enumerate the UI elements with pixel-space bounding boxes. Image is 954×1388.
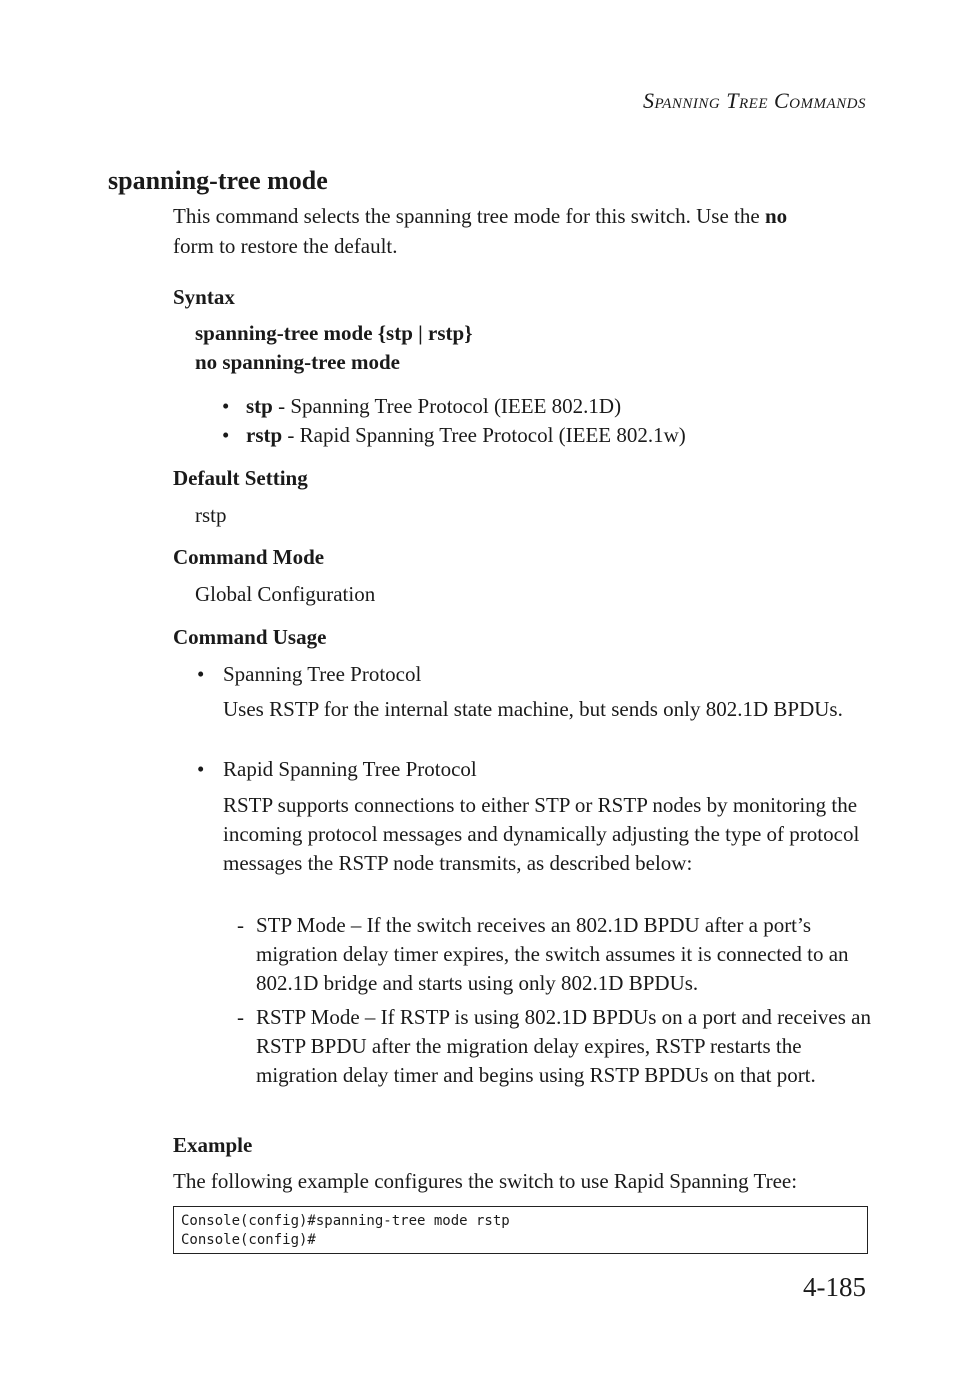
usage-item-rstp	[197, 757, 477, 782]
usage-subitem-text: RSTP Mode – If RSTP is using 802.1D BPDUs on a port and receives an RSTP BPDU after the migration delay expires, RSTP restarts the migration delay timer and begins using RSTP BPDUs on that port.	[256, 1005, 871, 1087]
bullet-icon: •	[222, 423, 230, 447]
param-keyword: stp	[246, 394, 273, 418]
usage-item-title: Rapid Spanning Tree Protocol	[223, 757, 477, 781]
section-title: spanning-tree mode	[108, 166, 328, 195]
intro-paragraph	[173, 201, 873, 261]
code-block	[173, 1206, 868, 1254]
syntax-line-1: spanning-tree mode {stp | rstp}	[195, 321, 473, 345]
default-setting-heading: Default Setting	[173, 466, 308, 490]
running-header: Spanning Tree Commands	[643, 88, 866, 113]
usage-subitem-rstp-mode	[237, 1003, 877, 1090]
command-usage-heading: Command Usage	[173, 625, 327, 649]
usage-item-text: Uses RSTP for the internal state machine, but sends only 802.1D BPDUs.	[223, 697, 843, 721]
param-description: - Spanning Tree Protocol (IEEE 802.1D)	[272, 394, 622, 418]
usage-subitem-text: STP Mode – If the switch receives an 802.1D BPDU after a port’s migration delay timer expires, the switch assumes it is connected to an 802.1D bridge and starts using only 802.1D BPDUs.	[256, 913, 849, 995]
param-item-stp	[222, 394, 621, 419]
command-mode-value: Global Configuration	[195, 582, 376, 606]
syntax-heading: Syntax	[173, 285, 235, 309]
param-keyword: rstp	[246, 423, 283, 447]
usage-item-text: RSTP supports connections to either STP or RSTP nodes by monitoring the incoming protocol messages and dynamically adjusting the type of protocol messages the RSTP node transmits, as described below:	[223, 793, 860, 875]
bullet-icon: •	[222, 394, 230, 418]
command-mode-heading: Command Mode	[173, 545, 325, 569]
usage-item-title: Spanning Tree Protocol	[223, 662, 422, 686]
intro-text-after: form to restore the default.	[173, 234, 398, 258]
dash-marker: -	[237, 913, 244, 937]
param-item-rstp	[222, 423, 686, 448]
example-description: The following example configures the switch to use Rapid Spanning Tree:	[173, 1169, 798, 1193]
intro-keyword: no	[764, 204, 788, 228]
usage-item-stp	[197, 662, 421, 687]
dash-marker: -	[237, 1005, 244, 1029]
usage-subitem-stp-mode	[237, 911, 877, 998]
default-setting-value: rstp	[195, 503, 227, 527]
code-line: Console(config)#	[181, 1232, 316, 1248]
code-line: Console(config)#spanning-tree mode rstp	[181, 1213, 510, 1229]
bullet-icon: •	[197, 662, 205, 686]
syntax-line-2: no spanning-tree mode	[195, 350, 400, 374]
example-heading: Example	[173, 1133, 253, 1157]
param-description: - Rapid Spanning Tree Protocol (IEEE 802.1w)	[282, 423, 686, 447]
page-number: 4-185	[803, 1272, 866, 1302]
intro-text-before: This command selects the spanning tree mode for this switch. Use the	[173, 204, 765, 228]
bullet-icon: •	[197, 757, 205, 781]
